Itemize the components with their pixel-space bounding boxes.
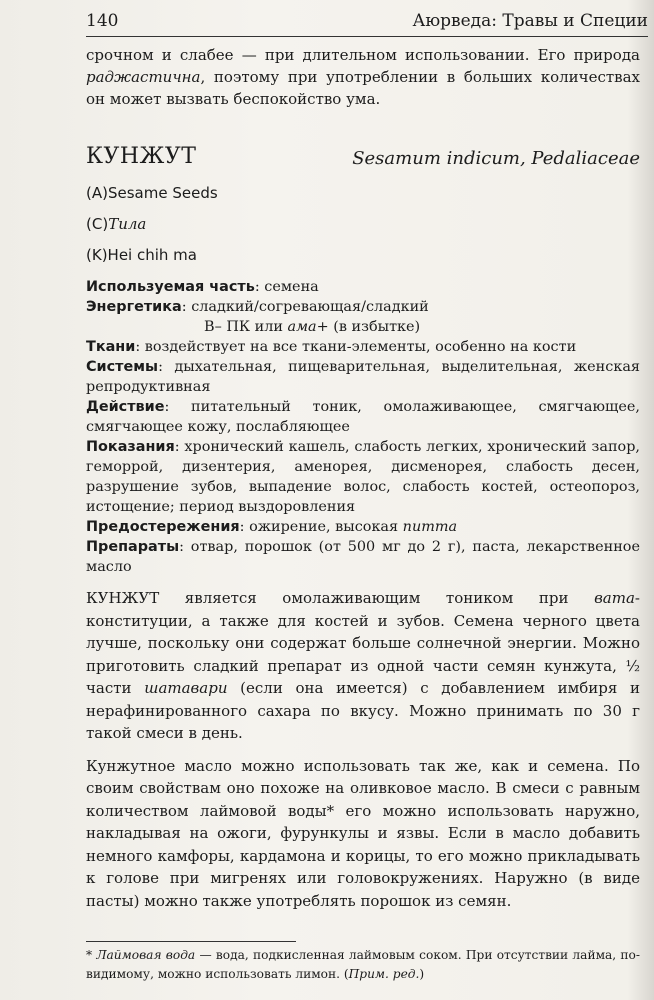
name-value: Hei chih ma [107, 246, 197, 264]
text-run: КУНЖУТ является омолаживающим тоником при [86, 589, 595, 607]
footnote [86, 946, 640, 984]
body-paragraph-1 [86, 587, 640, 745]
page-number: 140 [86, 11, 119, 31]
prop-value: семена [264, 279, 319, 295]
name-sanskrit [86, 213, 640, 244]
text-run: ) [419, 967, 425, 981]
prop-value [249, 519, 457, 535]
italic-text: питта [402, 519, 458, 535]
herb-title: КУНЖУТ [86, 144, 197, 169]
name-english [86, 182, 640, 213]
prop-value: сладкий/согревающая/сладкий [191, 299, 429, 315]
body-paragraph-2 [86, 755, 640, 913]
italic-text: ама [287, 319, 317, 335]
prop-label: Действие [86, 399, 165, 415]
prop-preparations: Препараты: отвар, порошок (от 500 мг до 2 г), паста, лекарственное масло [86, 539, 640, 575]
prop-action: Действие: питательный тоник, омолаживающее, смягчающее, смягчающее кожу, послабляющее [86, 399, 640, 435]
text-run: * [86, 948, 97, 962]
text-run: ожирение, высокая [249, 519, 403, 535]
name-value: Sesame Seeds [107, 184, 218, 202]
name-prefix: (K) [86, 246, 108, 264]
italic-text: Лаймовая вода [96, 948, 196, 962]
text-run: — вода, подкисленная лаймовым соком. При отсутствии лайма, по-видимому, можно использовать лимон. ( [86, 948, 641, 981]
name-prefix: (C) [86, 215, 109, 233]
prop-value: дыхательная, пищеварительная, выделительная, женская репродуктивная [86, 359, 640, 395]
italic-text: Прим. ред. [348, 967, 420, 981]
text-run: В– ПК или [204, 319, 288, 335]
prop-systems: Системы: дыхательная, пищеварительная, выделительная, женская репродуктивная [86, 359, 640, 395]
italic-text: раджастична [86, 68, 201, 86]
prop-precautions: Предостережения: ожирение, высокая питта [86, 519, 458, 535]
herb-properties [86, 277, 640, 577]
text-run: срочном и слабее — при длительном использовании. Его природа [86, 46, 640, 64]
text-run: + (в избытке) [316, 319, 421, 335]
herb-latin-name: Sesamum indicum, Pedaliaceae [352, 148, 640, 169]
text-run: , поэтому при употреблении в больших количествах он может вызвать беспокойство ума. [86, 68, 640, 108]
name-chinese [86, 244, 640, 275]
text-run: Кунжутное масло можно использовать так же, как и семена. По своим свойствам оно похоже на оливковое масло. В смеси с равным количеством лаймовой воды* его можно использовать наружно, накладывая на ожоги, фурункулы и язвы. Если в масло добавить немного камфоры, кардамона и корицы, то его можно прикладывать к голове при мигренях или головокружениях. Наружно (в виде пасты) можно также употреблять порошок из семян. [86, 756, 640, 910]
prop-value: хронический кашель, слабость легких, хронический запор, геморрой, дизентерия, аменорея, дисменорея, слабость десен, разрушение зубов, выпадение волос, слабость костей, остеопороз, истощение; период выздоровления [86, 439, 640, 515]
continuation-paragraph [86, 44, 640, 110]
text-run: (если она имеется) с добавлением имбиря и нерафинированного сахара по вкусу. Можно принимать по 30 г такой смеси в день. [86, 679, 640, 742]
prop-label: Показания [86, 439, 175, 455]
italic-text: шатавари [144, 679, 228, 697]
name-value: Тила [108, 215, 147, 233]
page-body [86, 44, 640, 912]
prop-tissues: Ткани: воздействует на все ткани-элементы, особенно на кости [86, 339, 577, 355]
herb-title-row [86, 146, 640, 176]
prop-part: Используемая часть: семена [86, 279, 319, 295]
prop-indications: Показания: хронический кашель, слабость легких, хронический запор, геморрой, дизентерия, аменорея, дисменорея, слабость десен, разрушение зубов, выпадение волос, слабость костей, остеопороз, истощение; период выздоровления [86, 439, 640, 515]
herb-names [86, 182, 640, 275]
text-run: -конституции, а также для костей и зубов. Семена черного цвета лучше, поскольку они содержат больше солнечной энергии. Можно приготовить сладкий препарат из одной части семян кунжута, ½ части [86, 589, 640, 697]
prop-label: Препараты [86, 539, 180, 555]
prop-dosha [86, 317, 640, 337]
name-prefix: (A) [86, 184, 108, 202]
running-title: Аюрведа: Травы и Специи [412, 11, 648, 31]
prop-value: питательный тоник, омолаживающее, смягчающее, смягчающее кожу, послабляющее [86, 399, 640, 435]
prop-value: воздействует на все ткани-элементы, особенно на кости [144, 339, 577, 355]
prop-label: Предостережения [86, 519, 240, 535]
prop-label: Используемая часть [86, 279, 255, 295]
prop-label: Энергетика [86, 299, 182, 315]
page-header [86, 6, 648, 37]
footnote-divider [86, 941, 296, 942]
prop-label: Ткани [86, 339, 136, 355]
italic-text: вата [594, 589, 635, 607]
prop-label: Системы [86, 359, 159, 375]
prop-value: отвар, порошок (от 500 мг до 2 г), паста, лекарственное масло [86, 539, 640, 575]
prop-energetics: Энергетика: сладкий/согревающая/сладкий [86, 299, 429, 315]
